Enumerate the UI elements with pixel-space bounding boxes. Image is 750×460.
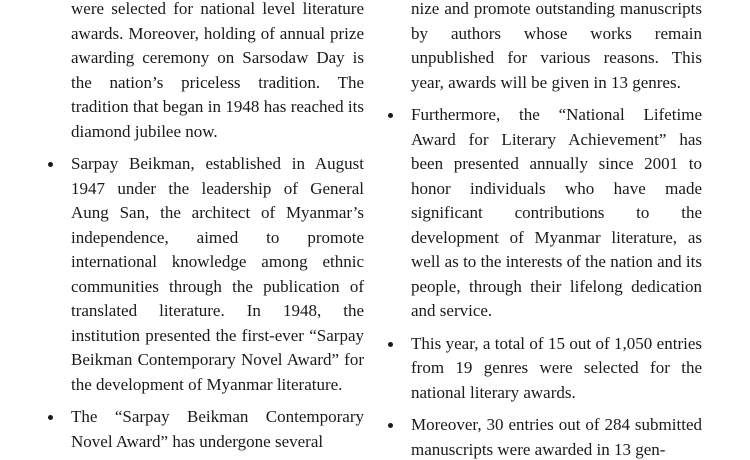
list-item <box>48 152 364 397</box>
left-continuation-paragraph: were selected for national level literature awards. Moreover, holding of annual prize awarding ceremony on Sarsodaw Day is the nation’s priceless tradition. The tradition that began in 1948 has reached its diamond jubilee now. <box>71 0 364 141</box>
left-bullet-list <box>48 152 364 454</box>
bullet-icon <box>388 113 393 118</box>
bullet-icon <box>48 162 53 167</box>
bullet-icon <box>48 415 53 420</box>
bullet-icon <box>388 423 393 428</box>
list-item-text: Furthermore, the “National Lifetime Award for Literary Achievement” has been presented annually since 2001 to honor individuals who have made significant contributions to the development of Myanmar literature, as well as to the interests of the nation and its people, through their lifelong dedication and service. <box>411 105 702 320</box>
left-column <box>48 0 364 454</box>
list-item <box>388 332 702 406</box>
list-item <box>388 103 702 324</box>
list-item-text: The “Sarpay Beikman Contemporary Novel Award” has undergone several <box>71 407 364 451</box>
list-item <box>48 405 364 454</box>
bullet-icon <box>388 342 393 347</box>
right-bullet-list <box>388 103 702 460</box>
list-item-text: Moreover, 30 entries out of 284 submitted manuscripts were awarded in 13 gen- <box>411 415 702 459</box>
right-column <box>388 0 702 460</box>
right-continuation-paragraph: nize and promote outstanding manuscripts by authors whose works remain unpublished for various reasons. This year, awards will be given in 13 genres. <box>411 0 702 92</box>
list-item-text: This year, a total of 15 out of 1,050 entries from 19 genres were selected for the national literary awards. <box>411 333 702 402</box>
list-item <box>388 413 702 460</box>
list-item-text: Sarpay Beikman, established in August 1947 under the leadership of General Aung San, the architect of Myanmar’s independence, aimed to promote international knowledge among ethnic communities through the publication of translated literature. In 1948, the institution presented the first-ever “Sarpay Beikman Contemporary Novel Award” for the development of Myanmar literature. <box>71 154 364 394</box>
